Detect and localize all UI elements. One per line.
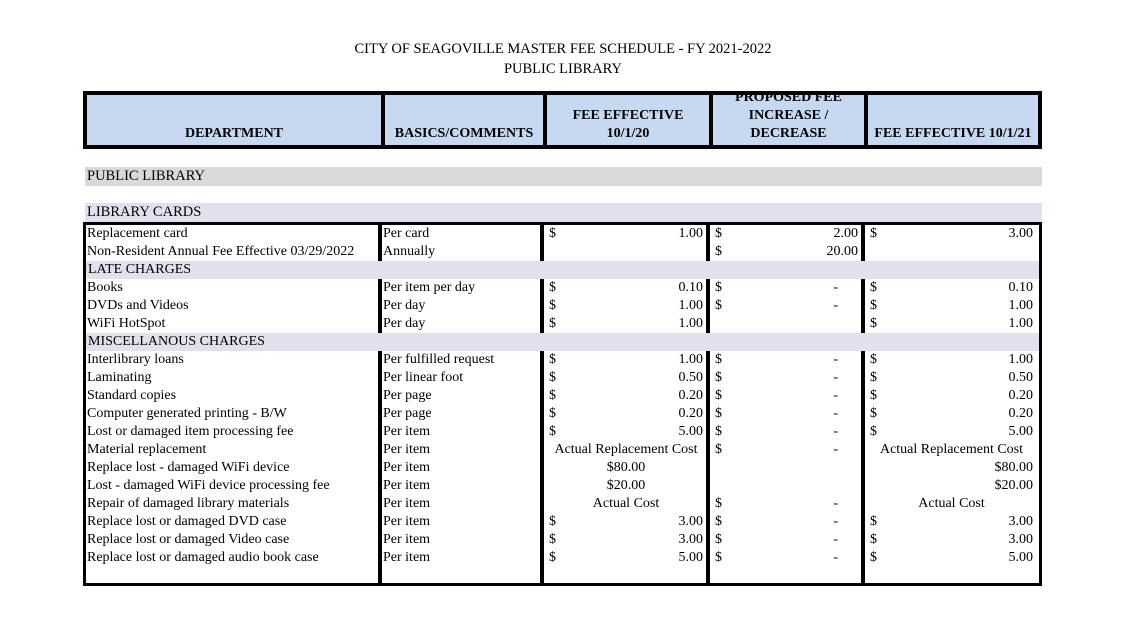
prop-cell — [709, 459, 864, 477]
table-row — [86, 477, 1039, 495]
department-cell: Computer generated printing - B/W — [87, 406, 287, 421]
table-row — [86, 243, 1039, 261]
amount: 1.00 — [678, 226, 703, 241]
department-cell: Replace lost or damaged DVD case — [87, 514, 287, 529]
fee20-cell: $20.00 — [606, 478, 646, 493]
amount: - — [833, 424, 838, 439]
fee20-cell — [543, 315, 709, 333]
prop-cell — [709, 315, 864, 333]
currency-symbol: $ — [715, 298, 722, 313]
currency-symbol: $ — [715, 244, 722, 259]
amount: 1.00 — [678, 352, 703, 367]
department-cell: Books — [87, 280, 123, 295]
amount: - — [833, 514, 838, 529]
prop-cell — [709, 369, 864, 387]
fee21-cell: Actual Cost — [918, 496, 985, 511]
fee21-cell — [864, 351, 1039, 369]
basis-cell: Per page — [383, 388, 432, 403]
basis-cell: Per card — [383, 226, 430, 241]
section-row — [86, 333, 1039, 351]
department-cell: Lost or damaged item processing fee — [87, 424, 294, 439]
table-row — [86, 297, 1039, 315]
table-header — [83, 91, 1042, 149]
currency-symbol: $ — [715, 352, 722, 367]
prop-cell — [709, 297, 864, 315]
basis-cell: Per day — [383, 298, 426, 313]
department-cell: Replace lost - damaged WiFi device — [87, 460, 290, 475]
fee21-cell — [864, 279, 1039, 297]
currency-symbol: $ — [549, 424, 556, 439]
amount: 5.00 — [678, 424, 703, 439]
currency-symbol: $ — [870, 280, 877, 295]
prop-cell — [709, 477, 864, 495]
basis-cell: Annually — [383, 244, 436, 259]
fee21-cell — [864, 315, 1039, 333]
amount: 5.00 — [678, 550, 703, 565]
amount: 1.00 — [678, 298, 703, 313]
currency-symbol: $ — [549, 550, 556, 565]
currency-symbol: $ — [549, 406, 556, 421]
table-row — [86, 459, 1039, 477]
fee20-cell — [543, 369, 709, 387]
amount: 1.00 — [1008, 316, 1033, 331]
fee20-cell — [543, 387, 709, 405]
basis-cell: Per item — [383, 532, 431, 547]
currency-symbol: $ — [549, 352, 556, 367]
basis-cell: Per day — [383, 316, 426, 331]
fee21-cell — [864, 423, 1039, 441]
amount: 0.20 — [1008, 388, 1033, 403]
basis-cell: Per item — [383, 442, 431, 457]
currency-symbol: $ — [549, 298, 556, 313]
amount: - — [833, 496, 838, 511]
currency-symbol: $ — [715, 442, 722, 457]
basis-cell: Per item — [383, 514, 431, 529]
table-row — [86, 531, 1039, 549]
currency-symbol: $ — [715, 406, 722, 421]
basis-cell: Per item — [383, 550, 431, 565]
basis-cell: Per item — [383, 478, 431, 493]
department-cell: Laminating — [87, 370, 152, 385]
amount: 5.00 — [1008, 550, 1033, 565]
prop-cell — [709, 279, 864, 297]
currency-symbol: $ — [715, 496, 722, 511]
fee21-cell: $20.00 — [994, 478, 1033, 493]
fee20-cell: Actual Cost — [592, 496, 660, 511]
amount: - — [833, 280, 838, 295]
table-row — [86, 351, 1039, 369]
fee21-cell: $80.00 — [994, 460, 1033, 475]
amount: 5.00 — [1008, 424, 1033, 439]
table-row — [86, 549, 1039, 567]
fee20-cell — [543, 513, 709, 531]
amount: - — [833, 370, 838, 385]
amount: 2.00 — [833, 226, 858, 241]
amount: - — [833, 298, 838, 313]
currency-symbol: $ — [549, 316, 556, 331]
amount: 0.10 — [1008, 280, 1033, 295]
department-cell: WiFi HotSpot — [87, 316, 166, 331]
currency-symbol: $ — [549, 280, 556, 295]
department-cell: Repair of damaged library materials — [87, 496, 290, 511]
amount: 0.50 — [678, 370, 703, 385]
fee20-cell — [543, 549, 709, 567]
currency-symbol: $ — [870, 532, 877, 547]
table-row — [86, 423, 1039, 441]
fee20-cell — [543, 225, 709, 243]
currency-symbol: $ — [715, 226, 722, 241]
department-cell: Replacement card — [87, 226, 188, 241]
fee20-cell — [543, 351, 709, 369]
header-basics: BASICS/COMMENTS — [381, 95, 543, 145]
prop-cell — [709, 405, 864, 423]
currency-symbol: $ — [715, 424, 722, 439]
currency-symbol: $ — [715, 532, 722, 547]
header-proposed: PROPOSED FEE INCREASE / DECREASE — [709, 95, 864, 145]
amount: 1.00 — [1008, 298, 1033, 313]
fee20-cell: Actual Replacement Cost — [554, 442, 698, 457]
fee20-cell — [543, 531, 709, 549]
header-department: DEPARTMENT — [184, 126, 284, 141]
prop-cell — [709, 351, 864, 369]
fee21-cell — [864, 513, 1039, 531]
fee21-cell — [864, 225, 1039, 243]
currency-symbol: $ — [870, 298, 877, 313]
document-subtitle: PUBLIC LIBRARY — [503, 61, 623, 77]
table-row — [86, 225, 1039, 243]
amount: 0.50 — [1008, 370, 1033, 385]
department-cell: Interlibrary loans — [87, 352, 184, 367]
amount: 3.00 — [678, 514, 703, 529]
prop-cell — [709, 423, 864, 441]
amount: 0.20 — [678, 388, 703, 403]
amount: 0.20 — [1008, 406, 1033, 421]
currency-symbol: $ — [549, 532, 556, 547]
currency-symbol: $ — [715, 280, 722, 295]
amount: 3.00 — [678, 532, 703, 547]
basis-cell: Per linear foot — [383, 370, 464, 385]
amount: 1.00 — [678, 316, 703, 331]
currency-symbol: $ — [715, 370, 722, 385]
currency-symbol: $ — [715, 388, 722, 403]
table-row — [86, 495, 1039, 513]
prop-cell — [709, 495, 864, 513]
fee-table-body — [83, 222, 1042, 586]
fee21-cell: Actual Replacement Cost — [879, 442, 1024, 457]
currency-symbol: $ — [549, 370, 556, 385]
basis-cell: Per item — [383, 496, 431, 511]
currency-symbol: $ — [870, 370, 877, 385]
currency-symbol: $ — [549, 226, 556, 241]
currency-symbol: $ — [870, 550, 877, 565]
fee21-cell — [864, 405, 1039, 423]
table-row — [86, 513, 1039, 531]
amount: - — [833, 550, 838, 565]
fee21-cell — [864, 243, 1039, 261]
section-label: LATE CHARGES — [88, 262, 192, 277]
basis-cell: Per fulfilled request — [383, 352, 495, 367]
fee21-cell — [864, 387, 1039, 405]
department-cell: DVDs and Videos — [87, 298, 189, 313]
amount: - — [833, 532, 838, 547]
amount: 0.10 — [678, 280, 703, 295]
fee20-cell — [543, 405, 709, 423]
table-row — [86, 279, 1039, 297]
fee21-cell — [864, 369, 1039, 387]
amount: 3.00 — [1008, 514, 1033, 529]
currency-symbol: $ — [870, 226, 877, 241]
fee21-cell — [864, 531, 1039, 549]
department-cell: Replace lost or damaged audio book case — [87, 550, 319, 565]
department-cell: Non-Resident Annual Fee Effective 03/29/2022 — [87, 244, 355, 259]
amount: - — [833, 352, 838, 367]
basis-cell: Per page — [383, 406, 432, 421]
department-band: PUBLIC LIBRARY — [85, 167, 1042, 186]
department-cell: Standard copies — [87, 388, 177, 403]
prop-cell — [709, 513, 864, 531]
prop-cell — [709, 243, 864, 261]
fee20-cell: $80.00 — [606, 460, 646, 475]
currency-symbol: $ — [549, 388, 556, 403]
amount: 3.00 — [1008, 532, 1033, 547]
currency-symbol: $ — [870, 352, 877, 367]
header-fee-2021: FEE EFFECTIVE 10/1/21 — [864, 95, 1038, 145]
fee20-cell — [543, 423, 709, 441]
amount: - — [833, 442, 838, 457]
document-title: CITY OF SEAGOVILLE MASTER FEE SCHEDULE - FY 2021-2022 — [354, 41, 772, 57]
fee20-cell — [543, 279, 709, 297]
currency-symbol: $ — [870, 388, 877, 403]
table-row — [86, 405, 1039, 423]
table-row — [86, 441, 1039, 459]
currency-symbol: $ — [715, 550, 722, 565]
fee21-cell — [864, 549, 1039, 567]
currency-symbol: $ — [549, 514, 556, 529]
table-row — [86, 315, 1039, 333]
amount: 1.00 — [1008, 352, 1033, 367]
department-cell: Material replacement — [87, 442, 207, 457]
table-row — [86, 369, 1039, 387]
basis-cell: Per item — [383, 460, 431, 475]
currency-symbol: $ — [870, 424, 877, 439]
amount: - — [833, 406, 838, 421]
currency-symbol: $ — [715, 514, 722, 529]
prop-cell — [709, 387, 864, 405]
amount: - — [833, 388, 838, 403]
section-row — [86, 261, 1039, 279]
currency-symbol: $ — [870, 406, 877, 421]
prop-cell — [709, 549, 864, 567]
basis-cell: Per item per day — [383, 280, 476, 295]
prop-cell — [709, 531, 864, 549]
section-library-cards: LIBRARY CARDS — [85, 203, 1042, 222]
prop-cell — [709, 441, 864, 459]
amount: 20.00 — [826, 244, 858, 259]
department-cell: Lost - damaged WiFi device processing fee — [87, 478, 330, 493]
header-fee-2020: FEE EFFECTIVE 10/1/20 — [543, 95, 709, 145]
amount: 3.00 — [1008, 226, 1033, 241]
department-cell: Replace lost or damaged Video case — [87, 532, 290, 547]
fee21-cell — [864, 297, 1039, 315]
currency-symbol: $ — [870, 514, 877, 529]
basis-cell: Per item — [383, 424, 431, 439]
fee20-cell — [543, 297, 709, 315]
currency-symbol: $ — [870, 316, 877, 331]
section-label: MISCELLANOUS CHARGES — [88, 334, 265, 349]
amount: 0.20 — [678, 406, 703, 421]
fee20-cell — [543, 243, 709, 261]
prop-cell — [709, 225, 864, 243]
table-row — [86, 387, 1039, 405]
